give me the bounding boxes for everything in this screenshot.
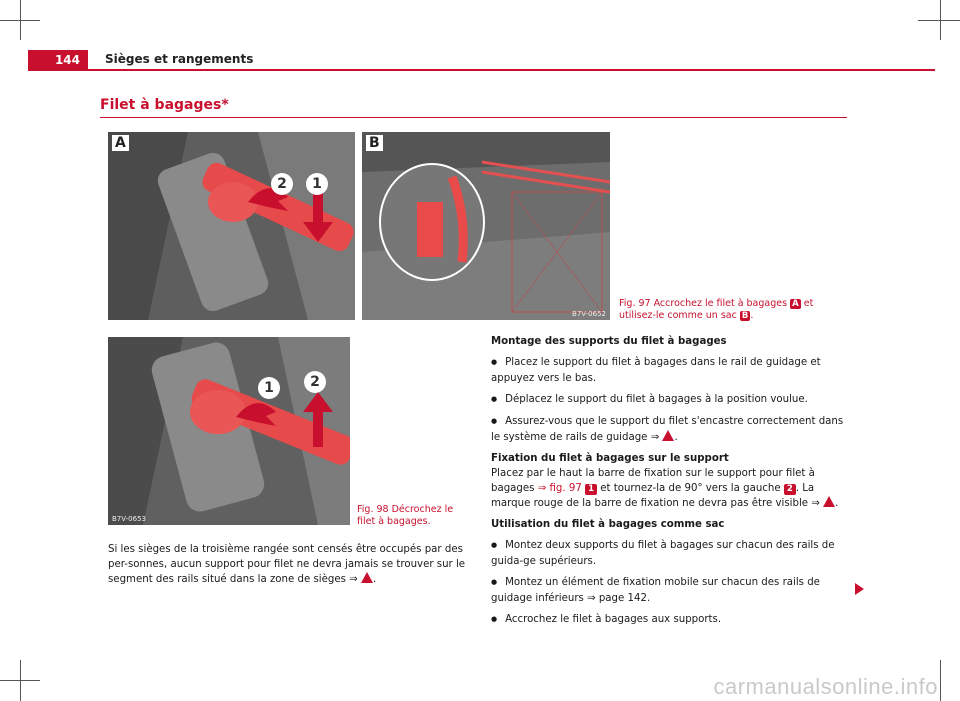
figure-98-photo — [108, 337, 350, 525]
step-1-marker: 1 — [306, 173, 328, 195]
watermark: carmanualsonline.info — [713, 674, 938, 699]
list-item: ● Accrochez le filet à bagages aux supports. — [491, 612, 848, 628]
heading-fixation: Fixation du filet à bagages sur le support — [491, 453, 729, 464]
figure-97-caption: Fig. 97 Accrochez le filet à bagages A et utilisez-le comme un sac B . — [619, 298, 814, 321]
figure-97-photo-a — [108, 132, 355, 320]
step-badge: 1 — [585, 484, 597, 495]
figure-97-photo-b — [362, 132, 610, 320]
figure-code: B7V-0652 — [572, 310, 606, 318]
warning-icon — [361, 572, 373, 583]
list-item: ● Placez le support du filet à bagages dans le rail de guidage et appuyez vers le bas. — [491, 355, 848, 386]
step-badge: 2 — [784, 484, 796, 495]
section-rule — [100, 117, 847, 118]
caption-badge-b: B — [741, 311, 749, 321]
page-number: 144 — [28, 50, 88, 70]
right-text-column — [491, 334, 848, 634]
crop-mark — [0, 20, 40, 21]
list-item: ● Assurez-vous que le support du filet s'encastre correctement dans le système de rails de guidage ⇒ . — [491, 414, 848, 445]
header-rule — [28, 69, 935, 71]
figure-98-caption: Fig. 98 Décrochez le filet à bagages. — [357, 504, 454, 527]
heading-bag-use: Utilisation du filet à bagages comme sac — [491, 519, 725, 530]
continue-arrow-icon — [855, 583, 864, 595]
figure-label-b: B — [366, 135, 383, 151]
caption-badge-a: A — [792, 299, 799, 309]
list-item: ● Montez un élément de fixation mobile sur chacun des rails de guidage inférieurs ⇒ page 142. — [491, 575, 848, 606]
heading-mounting: Montage des supports du filet à bagages — [491, 336, 727, 347]
warning-icon — [823, 496, 835, 507]
warning-icon — [662, 430, 674, 441]
crop-mark — [940, 660, 941, 701]
figure-code: B7V-0653 — [112, 515, 146, 523]
step-1-marker: 1 — [258, 377, 280, 399]
list-item: ● Montez deux supports du filet à bagages sur chacun des rails de guida-ge supérieurs. — [491, 538, 848, 569]
list-item: ● Déplacez le support du filet à bagages à la position voulue. — [491, 392, 848, 408]
chapter-title: Sièges et rangements — [105, 52, 254, 66]
step-2-marker: 2 — [271, 173, 293, 195]
crop-mark — [0, 680, 40, 681]
step-2-marker: 2 — [304, 371, 326, 393]
figure-label-a: A — [112, 135, 129, 151]
crop-mark — [918, 20, 960, 21]
figure-reference-link[interactable]: ⇒ fig. 97 — [537, 483, 582, 494]
fixation-paragraph: Placez par le haut la barre de fixation sur le support pour filet à bagages ⇒ fig. 97 1 et tournez-la de 90° vers la gauche 2 . La marque rouge de la barre de fixation ne devra pas être visible ⇒ . — [491, 468, 839, 509]
section-title: Filet à bagages* — [100, 97, 229, 113]
warning-paragraph: Si les sièges de la troisième rangée sont censés être occupés par des per-sonnes, aucun support pour filet ne devra jamais se trouver sur le segment des rails situé dans la zone de sièges ⇒ . — [108, 544, 466, 585]
left-text-column — [108, 542, 470, 593]
